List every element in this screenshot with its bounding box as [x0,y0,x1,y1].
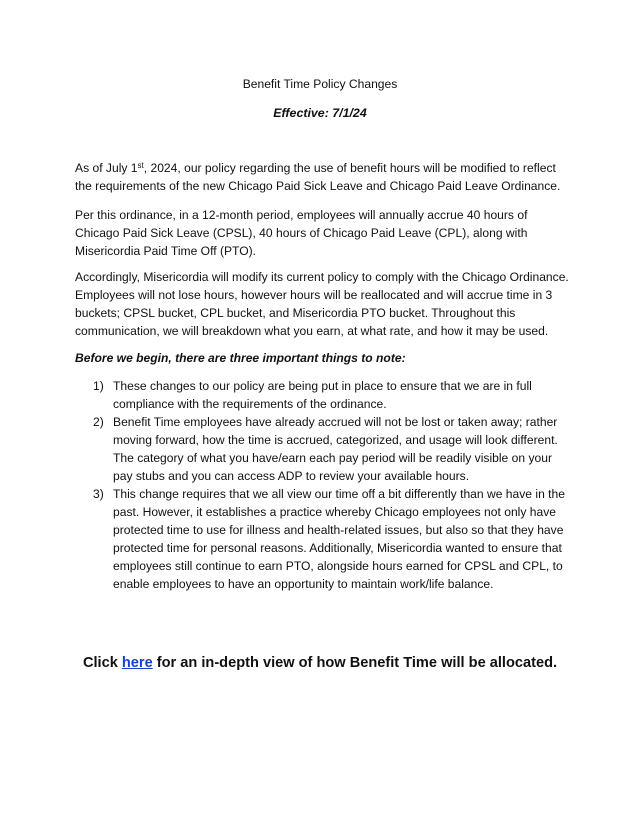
list-item [93,377,573,413]
list-item-number: 1) [93,379,104,393]
paragraph-ordinance: Per this ordinance, in a 12-month period, employees will annually accrue 40 hours of Chicago Paid Sick Leave (CPSL), 40 hours of Chicago Paid Leave (CPL), along with Misericordia Paid Time Off (PTO). [75,208,528,258]
cta-prefix: Click [82,655,122,671]
effective-date: Effective: 7/1/24 [273,106,367,120]
note-heading: Before we begin, there are three important things to note: [75,351,406,365]
list-item-number: 3) [93,487,104,501]
list-item-text: This change requires that we all view our time off a bit differently than we have in the past. However, it establishes a practice whereby Chicago employees not only have protected time to use for illness and health-related issues, but also so that they have protected time for personal reasons. Additionally, Misericordia wanted to ensure that employees still continue to earn PTO, alongside hours earned for CPSL and CPL, to enable employees to have an opportunity to maintain work/life balance. [113,487,565,591]
intro-text-end: , 2024, our policy regarding the use of benefit hours will be modified to reflect the requirements of the new Chicago Paid Sick Leave and Chicago Paid Leave Ordinance. [75,161,561,193]
list-item-text: These changes to our policy are being put in place to ensure that we are in full compliance with the requirements of the ordinance. [113,379,532,411]
list-item [93,485,573,593]
call-to-action [0,653,640,673]
paragraph-accordingly: Accordingly, Misericordia will modify its current policy to comply with the Chicago Ordinance. Employees will not lose hours, however hours will be reallocated and will accrue time in 3 buckets; CPSL bucket, CPL bucket, and Misericordia PTO bucket. Throughout this communication, we will breakdown what you earn, at what rate, and how it may be used. [75,270,569,338]
ordinal-suffix: st [137,161,144,170]
cta-suffix: for an in-depth view of how Benefit Time will be allocated. [152,655,558,671]
list-item [93,413,573,485]
document-title: Benefit Time Policy Changes [242,77,398,91]
list-item-number: 2) [93,415,104,429]
list-item-text: Benefit Time employees have already accrued will not be lost or taken away; rather moving forward, how the time is accrued, categorized, and usage will look different. The category of what you have/earn each pay period will be readily visible on your pay stubs and you can access ADP to review your available hours. [113,415,558,483]
notes-list [93,377,573,593]
here-link[interactable]: here [121,655,153,671]
intro-text-start: As of July 1 [75,161,138,175]
paragraph-intro [75,159,575,195]
